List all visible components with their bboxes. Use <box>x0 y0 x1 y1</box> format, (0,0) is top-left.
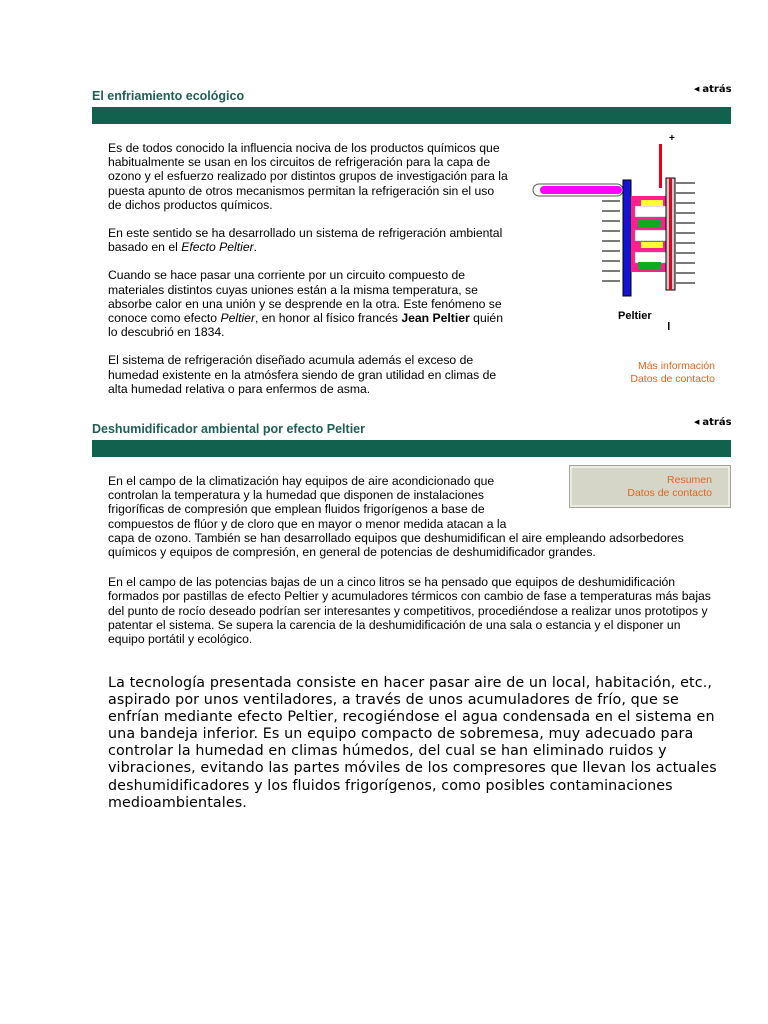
green-element <box>638 220 661 227</box>
emphasis-peltier: Efecto Peltier <box>181 240 254 255</box>
link-datos-contacto[interactable]: Datos de contacto <box>627 487 712 499</box>
section1-links <box>560 360 715 386</box>
section-title-enfriamiento: El enfriamiento ecológico <box>92 89 245 103</box>
link-datos-contacto[interactable]: Datos de contacto <box>630 373 715 385</box>
blue-plate <box>623 180 631 296</box>
back-link-top[interactable] <box>694 84 732 95</box>
text-run: Cuando se hace pasar una corriente por un circuito compuesto de materiales distintos cuyas uniones están a la misma temperatura, se absorbe calor en una unión y se desprende en la otra. Este fenómeno se conoce como efecto <box>108 268 502 326</box>
bottom-wire <box>668 322 670 330</box>
paragraph <box>108 268 510 339</box>
yellow-element <box>641 200 663 206</box>
green-element <box>638 262 661 269</box>
right-fins <box>675 182 695 284</box>
section-title-deshumidificador: Deshumidificador ambiental por efecto Peltier <box>92 422 365 436</box>
paragraph: En el campo de las potencias bajas de un a cinco litros se ha pensado que equipos de deshumidificación formados por pastillas de efecto Peltier y acumuladores térmicos con cambio de fase a temperaturas más bajas del punto de rocío deseado podrían ser interesantes y competitivos, procediéndose a realizar unos prototipos y patentar el sistema. Se supera la carencia de la deshumidificación de una sala o estancia y el disponer un equipo portátil y ecológico. <box>108 575 711 647</box>
back-arrow-icon: ◀ <box>694 418 700 426</box>
yellow-element <box>641 242 663 248</box>
text-run: , en honor al físico francés <box>255 311 402 326</box>
text-run: quién lo descubrió en 1834. <box>108 311 503 340</box>
deshumidificador-text <box>108 474 720 660</box>
link-mas-informacion[interactable]: Más información <box>637 360 715 372</box>
red-wire <box>659 144 662 188</box>
text-run: En este sentido se ha desarrollado un sistema de refrigeración ambiental basado en el <box>108 226 503 255</box>
magenta-tube <box>540 186 622 194</box>
link-resumen[interactable]: Resumen <box>667 474 712 486</box>
emphasis-peltier: Peltier <box>220 311 256 326</box>
white-slot <box>635 206 667 217</box>
section-divider-bar <box>92 107 731 124</box>
text-run: . <box>253 240 258 255</box>
peltier-diagram <box>528 132 710 334</box>
paragraph <box>108 226 510 254</box>
plus-sign: + <box>669 133 675 144</box>
paragraph: En el campo de la climatización hay equipos de aire acondicionado que controlan la temperatura y la humedad que disponen de instalaciones frigoríficas de compresión que emplean fluidos frigorígenos a base de compuestos de flúor y de cloro que en mayor o menor medida atacan a la capa de ozono. También se han desarrollado equipos que deshumidifican el aire empleando adsorbedores químicos y equipos de compresión, en general de potencias de deshumidificador grandes. <box>108 474 684 560</box>
white-slot <box>635 252 667 263</box>
float-spacer <box>524 474 720 526</box>
technology-paragraph: La tecnología presentada consiste en hacer pasar aire de un local, habitación, etc., aspirado por unos ventiladores, a través de unos acumuladores de frío, que se enfrían mediante efecto Peltier, recogiéndose el agua condensada en el sistema en una bandeja inferior. Es un equipo compacto de sobremesa, muy adecuado para controlar la humedad en climas húmedos, del cual se han eliminado ruidos y vibraciones, evitando las partes móviles de los compresores que llevan los actuales deshumidificadores y los fluidos frigorígenos, como posibles contaminaciones medioambientales. <box>108 675 717 811</box>
strong-jean-peltier: Jean Peltier <box>401 311 470 326</box>
intro-text <box>108 141 510 410</box>
paragraph: El sistema de refrigeración diseñado acumula además el exceso de humedad existente en la atmósfera siendo de gran utilidad en climas de alta humedad relativa o para enfermos de asma. <box>108 353 497 396</box>
left-fins <box>602 200 620 282</box>
diagram-caption: Peltier <box>618 310 652 322</box>
paragraph: Es de todos conocido la influencia nociva de los productos químicos que habitualmente se usan en los circuitos de refrigeración para la capa de ozono y el esfuerzo realizado por distintos grupos de investigación para la puesta apunto de otros mecanismos permitan la refrigeración sin el uso de dichos productos químicos. <box>108 141 508 212</box>
back-link-label: atrás <box>702 84 732 95</box>
section-divider-bar <box>92 440 731 457</box>
back-link-middle[interactable] <box>694 417 732 428</box>
white-slot <box>635 230 667 241</box>
back-link-label: atrás <box>702 417 732 428</box>
back-arrow-icon: ◀ <box>694 85 700 93</box>
right-plate-stripe <box>669 178 672 290</box>
